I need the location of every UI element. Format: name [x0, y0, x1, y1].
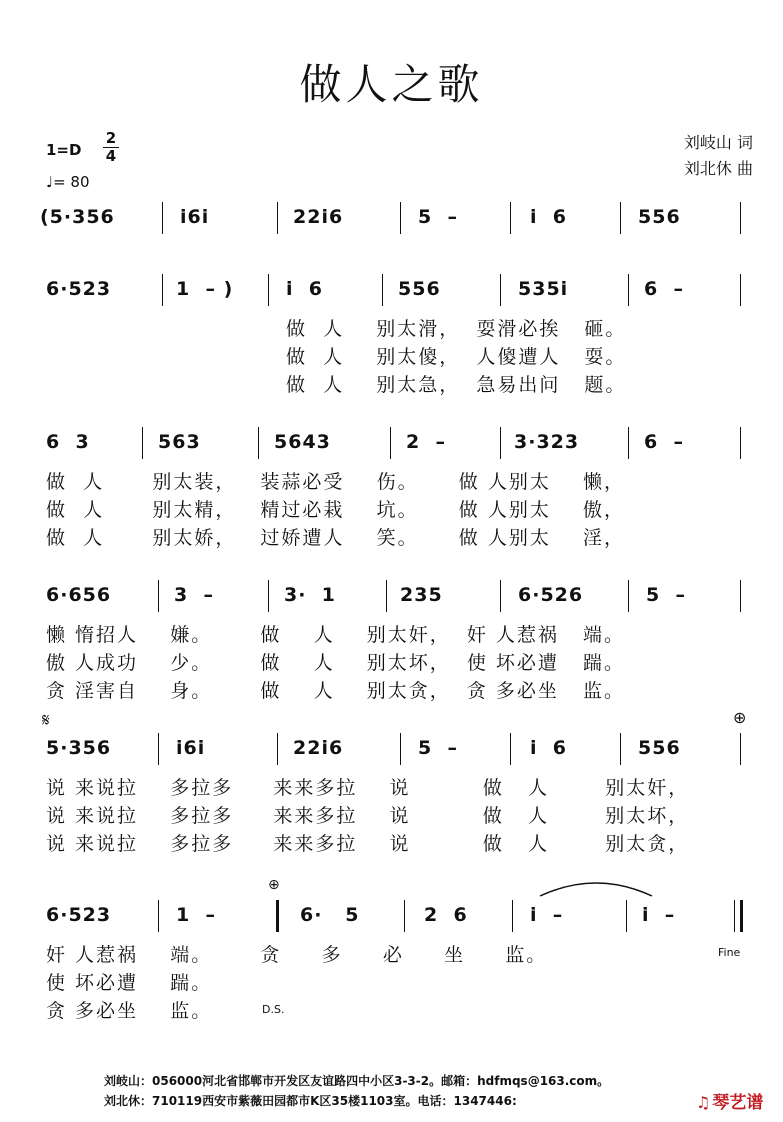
barline — [158, 900, 159, 932]
song-title: 做人之歌 — [299, 60, 484, 109]
lyric-line: 做 人 别太娇， 过娇遭人 笑。 做 人别太 淫， — [46, 527, 625, 549]
barline — [628, 274, 629, 306]
measure: i – — [642, 904, 676, 926]
barline — [740, 274, 741, 306]
final-barline — [740, 900, 743, 932]
repeat-barline — [276, 900, 279, 932]
measure: 1 – — [176, 904, 216, 926]
barline — [740, 580, 741, 612]
barline — [162, 202, 163, 234]
measure: 556 — [398, 278, 441, 300]
measure: 22i6 — [293, 737, 344, 759]
barline — [382, 274, 383, 306]
lyricist-credit: 刘岐山 词 — [683, 133, 753, 152]
footer-contact-composer: 刘北休：710119西安市紫薇田园都市K区35楼1103室。电话：1347446: — [104, 1094, 517, 1108]
barline — [400, 733, 401, 765]
measure: 556 — [638, 737, 681, 759]
lyric-line: 懒 惰招人 嫌。 做 人 别太奸， 奸 人惹祸 端。 — [46, 624, 625, 646]
measure: i6i — [180, 206, 210, 228]
lyric-line: 贪 淫害自 身。 做 人 别太贪， 贪 多必坐 监。 — [46, 680, 625, 702]
barline — [512, 900, 513, 932]
barline — [740, 733, 741, 765]
barline — [277, 202, 278, 234]
tempo-marking: ♩= 80 — [46, 173, 90, 191]
time-signature-top: 2 — [105, 129, 117, 147]
barline — [620, 202, 621, 234]
barline — [628, 427, 629, 459]
measure: 6·526 — [518, 584, 584, 606]
measure: 563 — [158, 431, 201, 453]
barline — [268, 580, 269, 612]
measure: i – — [530, 904, 564, 926]
measure: 1 – ) — [176, 278, 234, 300]
lyric-line: 奸 人惹祸 端。 贪 多 必 坐 监。 — [46, 944, 548, 966]
lyric-line: 做 人 别太傻， 人傻遭人 耍。 — [286, 346, 627, 368]
barline — [740, 202, 741, 234]
barline — [390, 427, 391, 459]
measure: 2 6 — [424, 904, 468, 926]
coda-icon: ⊕ — [733, 708, 747, 727]
measure: 6·523 — [46, 904, 112, 926]
measure: 556 — [638, 206, 681, 228]
measure: (5·356 — [40, 206, 115, 228]
barline — [400, 202, 401, 234]
measure: 3· 1 — [284, 584, 336, 606]
barline — [740, 427, 741, 459]
barline — [158, 733, 159, 765]
barline — [162, 274, 163, 306]
barline — [386, 580, 387, 612]
lyric-line: 贪 多必坐 监。 — [46, 1000, 213, 1022]
tie-arc — [536, 876, 656, 898]
measure: 5 – — [646, 584, 686, 606]
measure: 5 – — [418, 206, 458, 228]
barline — [500, 274, 501, 306]
barline — [500, 427, 501, 459]
measure: i 6 — [530, 737, 567, 759]
measure: i6i — [176, 737, 206, 759]
measure: 5·356 — [46, 737, 112, 759]
barline — [734, 900, 735, 932]
barline — [620, 733, 621, 765]
measure: 2 – — [406, 431, 446, 453]
measure: i 6 — [530, 206, 567, 228]
barline — [142, 427, 143, 459]
measure: 6· 5 — [300, 904, 360, 926]
measure: 3·323 — [514, 431, 580, 453]
measure: 6 – — [644, 431, 684, 453]
barline — [510, 733, 511, 765]
barline — [500, 580, 501, 612]
lyric-line: 使 坏必遭 踹。 — [46, 972, 213, 994]
measure: 3 – — [174, 584, 214, 606]
time-signature-bottom: 4 — [103, 147, 119, 165]
measure: 22i6 — [293, 206, 344, 228]
measure: 5 – — [418, 737, 458, 759]
footer-contact-lyricist: 刘岐山：056000河北省邯郸市开发区友谊路四中小区3-3-2。邮箱：hdfmqs@163.com。 — [104, 1074, 610, 1088]
measure: 6 – — [644, 278, 684, 300]
key-signature: 1=D — [46, 141, 82, 159]
barline — [510, 202, 511, 234]
lyric-line: 说 来说拉 多拉多 来来多拉 说 做 人 别太奸， — [46, 777, 690, 799]
composer-credit: 刘北休 曲 — [683, 159, 753, 178]
lyric-line: 做 人 别太精， 精过必栽 坑。 做 人别太 傲， — [46, 499, 625, 521]
lyric-line: 傲 人成功 少。 做 人 别太坏， 使 坏必遭 踹。 — [46, 652, 625, 674]
measure: i 6 — [286, 278, 323, 300]
barline — [628, 580, 629, 612]
site-logo — [696, 1088, 763, 1113]
coda-icon: ⊕ — [268, 877, 280, 893]
measure: 6·656 — [46, 584, 112, 606]
logo-icon: ♫ — [696, 1093, 711, 1112]
barline — [277, 733, 278, 765]
logo-text: 琴艺谱 — [712, 1093, 764, 1113]
fine-marker: Fine — [718, 946, 741, 959]
barline — [404, 900, 405, 932]
lyric-line: 做 人 别太急， 急易出问 题。 — [286, 374, 627, 396]
measure: 6·523 — [46, 278, 112, 300]
measure: 235 — [400, 584, 443, 606]
measure: 5643 — [274, 431, 331, 453]
lyric-line: 说 来说拉 多拉多 来来多拉 说 做 人 别太坏， — [46, 805, 690, 827]
ds-marker: D.S. — [262, 1003, 285, 1016]
time-signature — [103, 130, 119, 165]
barline — [626, 900, 627, 932]
barline — [258, 427, 259, 459]
barline — [158, 580, 159, 612]
lyric-line: 做 人 别太滑， 耍滑必挨 砸。 — [286, 318, 627, 340]
measure: 6 3 — [46, 431, 90, 453]
measure: 535i — [518, 278, 569, 300]
barline — [268, 274, 269, 306]
lyric-line: 做 人 别太装， 装蒜必受 伤。 做 人别太 懒， — [46, 471, 625, 493]
segno-icon: 𝄋 — [42, 710, 50, 731]
lyric-line: 说 来说拉 多拉多 来来多拉 说 做 人 别太贪， — [46, 833, 690, 855]
